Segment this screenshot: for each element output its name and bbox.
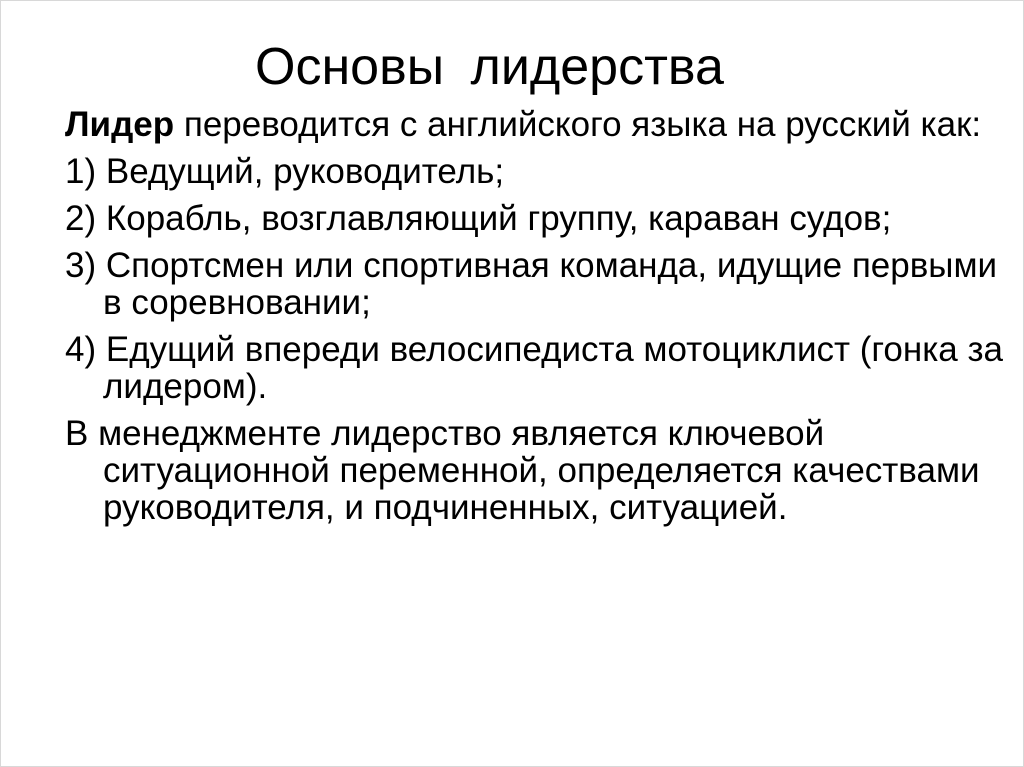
list-item-2: 2) Корабль, возглавляющий группу, караван судов;	[65, 199, 892, 238]
slide-body	[65, 106, 1005, 536]
slide-title: Основы лидерства	[255, 38, 724, 96]
list-item-3: 3) Спортсмен или спортивная команда, идущие первыми в соревновании;	[65, 246, 998, 322]
list-item-4: 4) Едущий впереди велосипедиста мотоциклист (гонка за лидером).	[65, 330, 1004, 406]
intro-term: Лидер	[65, 105, 175, 144]
list-item-1: 1) Ведущий, руководитель;	[65, 152, 505, 191]
intro-text: переводится с английского языка на русский как:	[174, 105, 982, 144]
conclusion-paragraph: В менеджменте лидерство является ключевой ситуационной переменной, определяется качествами руководителя, и подчиненных, ситуацией.	[65, 414, 980, 527]
intro-paragraph	[65, 106, 1005, 143]
